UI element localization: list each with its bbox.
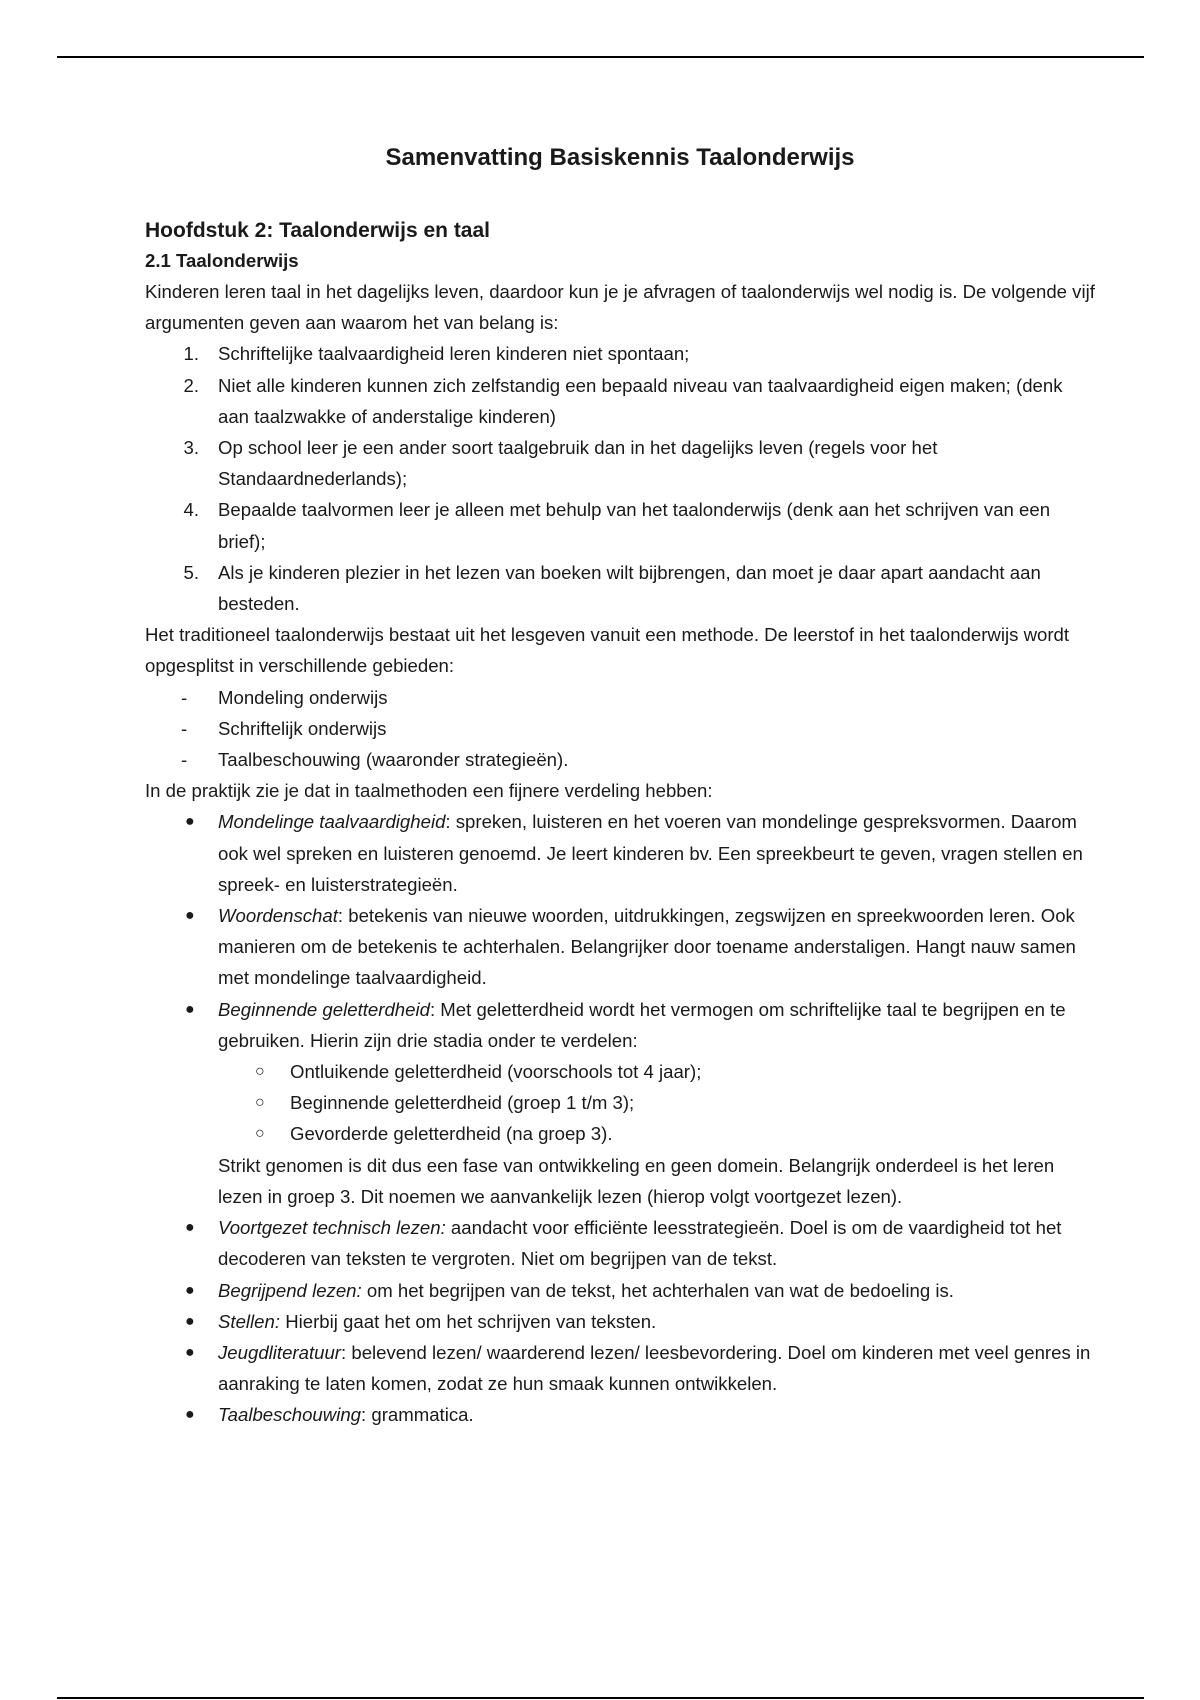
list-item	[145, 1212, 1095, 1274]
document-page	[145, 140, 1095, 1431]
domain-term: Jeugdliteratuur	[218, 1341, 342, 1363]
top-rule	[57, 56, 1144, 58]
list-item	[145, 494, 1095, 556]
domain-text: Hierbij gaat het om het schrijven van teksten.	[280, 1310, 657, 1332]
circle-bullet-icon: ○	[255, 1094, 265, 1112]
list-item	[145, 1118, 1095, 1149]
list-item	[145, 682, 1095, 713]
list-item	[145, 1306, 1095, 1337]
list-item-text: Niet alle kinderen kunnen zich zelfstandig een bepaald niveau van taalvaardigheid eigen maken; (denk aan taalzwakke of anderstalige kinderen)	[218, 374, 1063, 427]
domains-list-continued	[145, 1212, 1095, 1430]
traditional-paragraph: Het traditioneel taalonderwijs bestaat uit het lesgeven vanuit een methode. De leerstof in het taalonderwijs wordt opgesplitst in verschillende gebieden:	[145, 624, 1070, 677]
practice-paragraph: In de praktijk zie je dat in taalmethoden een fijnere verdeling hebben:	[145, 780, 713, 802]
document-title: Samenvatting Basiskennis Taalonderwijs	[385, 144, 855, 171]
list-item	[145, 338, 1095, 369]
list-number: 4.	[183, 499, 199, 521]
list-item	[145, 713, 1095, 744]
list-item-text: Beginnende geletterdheid (groep 1 t/m 3);	[290, 1092, 635, 1114]
circle-bullet-icon: ○	[255, 1063, 265, 1081]
list-item-text: Op school leer je een ander soort taalgebruik dan in het dagelijks leven (regels voor het Standaardnederlands);	[218, 437, 938, 490]
list-item	[145, 1056, 1095, 1087]
domain-term: Stellen:	[218, 1310, 281, 1332]
domain-text: : spreken, luisteren en het voeren van mondelinge gespreksvormen. Daarom ook wel spreken en luisteren genoemd. Je leert kinderen bv. Een spreekbeurt te geven, vragen stellen en spreek- en luisterstrategieën.	[218, 811, 1083, 895]
areas-list	[145, 682, 1095, 776]
bottom-rule	[57, 1697, 1144, 1699]
bullet-icon: ●	[185, 1406, 195, 1424]
bullet-icon: ●	[185, 907, 195, 925]
section-heading: 2.1 Taalonderwijs	[145, 250, 299, 271]
list-item	[145, 1275, 1095, 1306]
list-item-text: Bepaalde taalvormen leer je alleen met behulp van het taalonderwijs (denk aan het schrijven van een brief);	[218, 499, 1051, 552]
chapter-heading: Hoofdstuk 2: Taalonderwijs en taal	[145, 219, 491, 242]
stages-note: Strikt genomen is dit dus een fase van ontwikkeling en geen domein. Belangrijk onderdeel is het leren lezen in groep 3. Dit noemen we aanvankelijk lezen (hierop volgt voortgezet lezen).	[218, 1154, 1055, 1207]
list-item	[145, 557, 1095, 619]
list-number: 1.	[183, 343, 199, 365]
domain-text: om het begrijpen van de tekst, het achterhalen van wat de bedoeling is.	[361, 1279, 954, 1301]
list-item	[145, 370, 1095, 432]
domain-term: Mondelinge taalvaardigheid	[218, 811, 446, 833]
list-number: 3.	[183, 437, 199, 459]
domain-text: aandacht voor efficiënte leesstrategieën. Doel is om de vaardigheid tot het decoderen van teksten te vergroten. Niet om begrijpen van de tekst.	[218, 1217, 1062, 1270]
stages-list	[145, 1056, 1095, 1150]
bullet-icon: ●	[185, 1281, 195, 1299]
arguments-list	[145, 338, 1095, 619]
domain-term: Taalbeschouwing	[218, 1404, 362, 1426]
dash-marker: -	[181, 717, 188, 739]
list-item-text: Gevorderde geletterdheid (na groep 3).	[290, 1123, 613, 1145]
domain-term: Woordenschat	[218, 905, 338, 927]
list-item	[145, 1337, 1095, 1399]
bullet-icon: ●	[185, 1312, 195, 1330]
intro-paragraph: Kinderen leren taal in het dagelijks leven, daardoor kun je je afvragen of taalonderwijs wel nodig is. De volgende vijf argumenten geven aan waarom het van belang is:	[145, 281, 1095, 334]
dash-marker: -	[181, 686, 188, 708]
bullet-icon: ●	[185, 1343, 195, 1361]
circle-bullet-icon: ○	[255, 1125, 265, 1143]
domain-text: : grammatica.	[361, 1404, 474, 1426]
domain-term: Beginnende geletterdheid	[218, 998, 430, 1020]
list-item-text: Ontluikende geletterdheid (voorschools tot 4 jaar);	[290, 1061, 702, 1083]
bullet-icon: ●	[185, 1000, 195, 1018]
list-item-text: Taalbeschouwing (waaronder strategieën).	[218, 749, 569, 771]
list-item-text: Schriftelijk onderwijs	[218, 717, 387, 739]
domain-text: : Met geletterdheid wordt het vermogen om schriftelijke taal te begrijpen en te gebruiken. Hierin zijn drie stadia onder te verdelen:	[218, 998, 1066, 1051]
list-item	[145, 1399, 1095, 1430]
domain-term: Begrijpend lezen:	[218, 1279, 362, 1301]
list-number: 5.	[183, 561, 199, 583]
list-item	[145, 1087, 1095, 1118]
list-item-text: Mondeling onderwijs	[218, 686, 388, 708]
bullet-icon: ●	[185, 1219, 195, 1237]
list-item	[145, 994, 1095, 1056]
list-item	[145, 806, 1095, 900]
bullet-icon: ●	[185, 813, 195, 831]
list-item	[145, 744, 1095, 775]
domain-text: : betekenis van nieuwe woorden, uitdrukkingen, zegswijzen en spreekwoorden leren. Ook manieren om de betekenis te achterhalen. Belangrijker door toename anderstaligen. Hangt nauw samen met mondelinge taalvaardigheid.	[218, 905, 1076, 989]
list-item	[145, 900, 1095, 994]
list-item-text: Schriftelijke taalvaardigheid leren kinderen niet spontaan;	[218, 343, 690, 365]
list-item	[145, 432, 1095, 494]
list-item-text: Als je kinderen plezier in het lezen van boeken wilt bijbrengen, dan moet je daar apart aandacht aan besteden.	[218, 561, 1041, 615]
domains-list	[145, 806, 1095, 1056]
domain-text: : belevend lezen/ waarderend lezen/ leesbevordering. Doel om kinderen met veel genres in aanraking te laten komen, zodat ze hun smaak kunnen ontwikkelen.	[218, 1341, 1091, 1395]
dash-marker: -	[181, 749, 188, 771]
list-number: 2.	[183, 374, 199, 396]
domain-term: Voortgezet technisch lezen:	[218, 1217, 446, 1239]
